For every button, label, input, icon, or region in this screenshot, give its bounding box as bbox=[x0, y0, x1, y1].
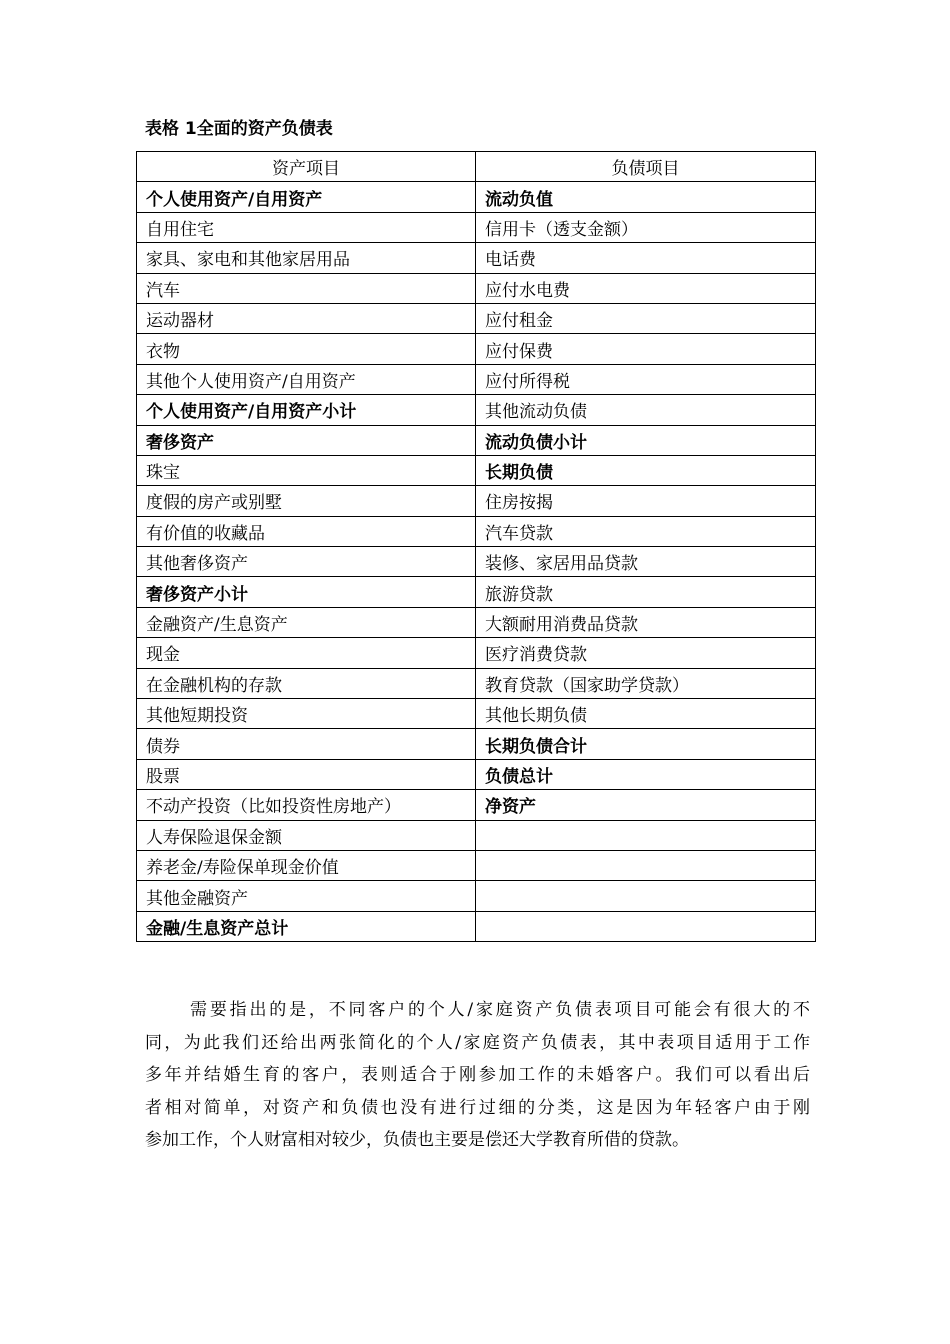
assets-column-header: 资产项目 bbox=[137, 152, 476, 182]
table-row bbox=[137, 395, 816, 425]
liability-item-cell: 长期负债合计 bbox=[476, 729, 816, 759]
table-row bbox=[137, 790, 816, 820]
table-row bbox=[137, 911, 816, 941]
liability-item-cell: 应付水电费 bbox=[476, 273, 816, 303]
table-header-row bbox=[137, 152, 816, 182]
liability-item-cell: 汽车贷款 bbox=[476, 516, 816, 546]
table-row bbox=[137, 638, 816, 668]
liability-item-cell: 长期负债 bbox=[476, 455, 816, 485]
liability-item-cell: 应付保费 bbox=[476, 334, 816, 364]
asset-item-cell: 在金融机构的存款 bbox=[137, 668, 476, 698]
asset-item-cell: 奢侈资产小计 bbox=[137, 577, 476, 607]
liability-item-cell: 负债总计 bbox=[476, 759, 816, 789]
asset-item-cell: 人寿保险退保金额 bbox=[137, 820, 476, 850]
table-row bbox=[137, 303, 816, 333]
asset-item-cell: 衣物 bbox=[137, 334, 476, 364]
table-row bbox=[137, 243, 816, 273]
paragraph-line: 者相对简单，对资产和负债也没有进行过细的分类，这是因为年轻客户由于刚 bbox=[145, 1097, 810, 1118]
balance-sheet-table bbox=[136, 151, 816, 942]
paragraph-line: 同，为此我们还给出两张简化的个人/家庭资产负债表，其中表项目适用于工作 bbox=[145, 1032, 810, 1053]
liability-item-cell: 教育贷款（国家助学贷款） bbox=[476, 668, 816, 698]
liability-item-cell: 其他长期负债 bbox=[476, 699, 816, 729]
table-row bbox=[137, 516, 816, 546]
asset-item-cell: 运动器材 bbox=[137, 303, 476, 333]
asset-item-cell: 其他短期投资 bbox=[137, 699, 476, 729]
asset-item-cell: 其他个人使用资产/自用资产 bbox=[137, 364, 476, 394]
liability-item-cell: 应付所得税 bbox=[476, 364, 816, 394]
liability-item-cell bbox=[476, 911, 816, 941]
liability-item-cell: 住房按揭 bbox=[476, 486, 816, 516]
table-row bbox=[137, 729, 816, 759]
asset-item-cell: 自用住宅 bbox=[137, 212, 476, 242]
table-row bbox=[137, 820, 816, 850]
asset-item-cell: 不动产投资（比如投资性房地产） bbox=[137, 790, 476, 820]
liability-item-cell: 流动负值 bbox=[476, 182, 816, 212]
asset-item-cell: 个人使用资产/自用资产小计 bbox=[137, 395, 476, 425]
table-row bbox=[137, 486, 816, 516]
table-row bbox=[137, 699, 816, 729]
table-row bbox=[137, 547, 816, 577]
asset-item-cell: 个人使用资产/自用资产 bbox=[137, 182, 476, 212]
table-row bbox=[137, 881, 816, 911]
liability-item-cell bbox=[476, 820, 816, 850]
table-row bbox=[137, 182, 816, 212]
asset-item-cell: 汽车 bbox=[137, 273, 476, 303]
table-row bbox=[137, 668, 816, 698]
liability-item-cell: 其他流动负债 bbox=[476, 395, 816, 425]
paragraph-line: 需要指出的是，不同客户的个人/家庭资产负债表项目可能会有很大的不 bbox=[190, 1000, 810, 1020]
liability-item-cell: 应付租金 bbox=[476, 303, 816, 333]
table-row bbox=[137, 364, 816, 394]
table-row bbox=[137, 759, 816, 789]
liability-item-cell: 医疗消费贷款 bbox=[476, 638, 816, 668]
asset-item-cell: 债券 bbox=[137, 729, 476, 759]
liability-item-cell: 流动负债小计 bbox=[476, 425, 816, 455]
table-row bbox=[137, 850, 816, 880]
asset-item-cell: 珠宝 bbox=[137, 455, 476, 485]
table-row bbox=[137, 577, 816, 607]
asset-item-cell: 金融资产/生息资产 bbox=[137, 607, 476, 637]
table-row bbox=[137, 273, 816, 303]
liability-item-cell: 电话费 bbox=[476, 243, 816, 273]
asset-item-cell: 有价值的收藏品 bbox=[137, 516, 476, 546]
asset-item-cell: 股票 bbox=[137, 759, 476, 789]
asset-item-cell: 度假的房产或别墅 bbox=[137, 486, 476, 516]
asset-item-cell: 家具、家电和其他家居用品 bbox=[137, 243, 476, 273]
body-paragraph bbox=[145, 994, 810, 1157]
asset-item-cell: 养老金/寿险保单现金价值 bbox=[137, 850, 476, 880]
liability-item-cell: 装修、家居用品贷款 bbox=[476, 547, 816, 577]
table-caption: 表格 1全面的资产负债表 bbox=[145, 119, 333, 139]
liability-item-cell: 大额耐用消费品贷款 bbox=[476, 607, 816, 637]
asset-item-cell: 奢侈资产 bbox=[137, 425, 476, 455]
paragraph-line: 多年并结婚生育的客户，表则适合于刚参加工作的未婚客户。我们可以看出后 bbox=[145, 1065, 810, 1085]
asset-item-cell: 其他金融资产 bbox=[137, 881, 476, 911]
liability-item-cell bbox=[476, 850, 816, 880]
liability-item-cell: 信用卡（透支金额） bbox=[476, 212, 816, 242]
asset-item-cell: 现金 bbox=[137, 638, 476, 668]
asset-item-cell: 其他奢侈资产 bbox=[137, 547, 476, 577]
table-row bbox=[137, 425, 816, 455]
table-row bbox=[137, 334, 816, 364]
liability-item-cell: 旅游贷款 bbox=[476, 577, 816, 607]
liability-item-cell: 净资产 bbox=[476, 790, 816, 820]
table-row bbox=[137, 212, 816, 242]
table-row bbox=[137, 455, 816, 485]
liability-item-cell bbox=[476, 881, 816, 911]
paragraph-line: 参加工作，个人财富相对较少，负债也主要是偿还大学教育所借的贷款。 bbox=[145, 1130, 689, 1150]
table-row bbox=[137, 607, 816, 637]
table-body bbox=[137, 182, 816, 942]
asset-item-cell: 金融/生息资产总计 bbox=[137, 911, 476, 941]
liabilities-column-header: 负债项目 bbox=[476, 152, 816, 182]
